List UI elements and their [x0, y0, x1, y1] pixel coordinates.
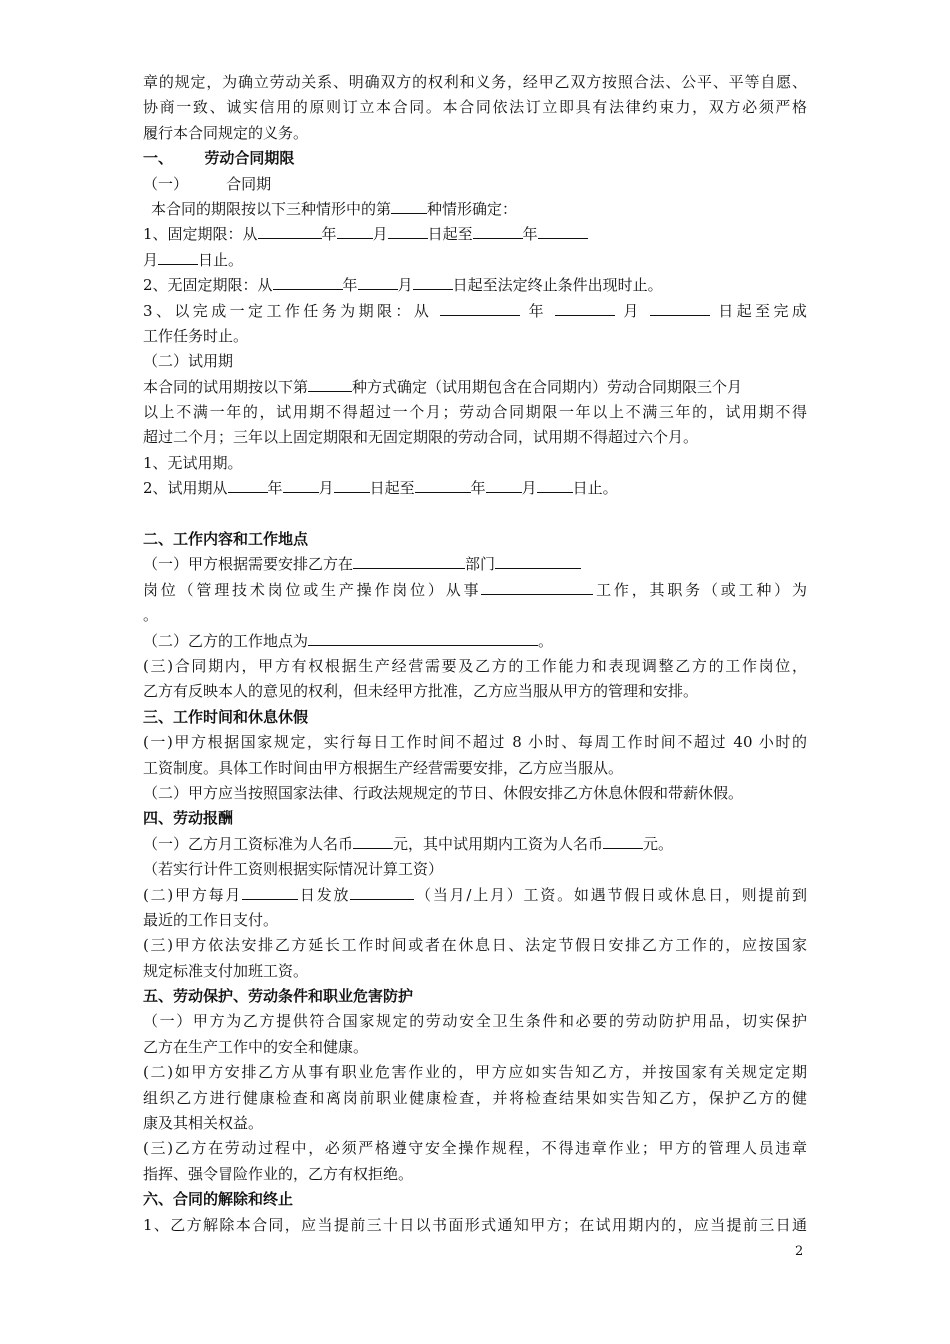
salary-text-a: （一）乙方月工资标准为人名币 [143, 834, 354, 853]
task-start-day-blank[interactable] [650, 299, 710, 316]
s5-p1-line-1: （一）甲方为乙方提供符合国家规定的劳动安全卫生条件和必要的劳动防护用品，切实保护 [143, 1012, 807, 1031]
intro-line-1: 章的规定，为确立劳动关系、明确双方的权利和义务，经甲乙双方按照合法、公平、平等自愿、 [143, 73, 807, 91]
salary-note: （若实行计件工资则根据实际情况计算工资） [143, 860, 444, 879]
year-label: 年 [522, 225, 538, 244]
trial-choice-text-b: 种方式确定（试用期包含在合同期内）劳动合同期限三个月 [352, 377, 743, 396]
payday-text-a: (二)甲方每月 [143, 885, 243, 904]
trial-start-month-blank[interactable] [283, 476, 319, 493]
payday-text-c: （当月/上月）工资。如遇节假日或休息日，则提前到 [414, 885, 807, 904]
contract-page [143, 70, 807, 1238]
day-end-label: 日止。 [198, 250, 244, 269]
trial-from-label: 2、试用期从 [143, 479, 228, 498]
work-location-text-b: 。 [538, 631, 554, 650]
fixed-end-day-blank[interactable] [158, 248, 198, 265]
year-label: 年 [470, 479, 486, 498]
intro-line-3: 履行本合同规定的义务。 [143, 123, 309, 142]
s3-p1-line-1: (一)甲方根据国家规定，实行每日工作时间不超过 8 小时、每周工作时间不超过 40 小时的 [143, 733, 807, 752]
trial-line-3: 超过二个月；三年以上固定期限和无固定期限的劳动合同，试用期不得超过六个月。 [143, 428, 699, 447]
task-start-month-blank[interactable] [555, 299, 615, 316]
fixed-term-line-2 [143, 248, 807, 273]
s5-p2-line-2: 组织乙方进行健康检查和离岗前职业健康检查，并将检查结果如实告知乙方，保护乙方的健 [143, 1088, 807, 1107]
s5-p2-line-3: 康及其相关权益。 [143, 1114, 264, 1133]
year-label: 年 [528, 301, 548, 320]
from-to-label: 日起至 [369, 479, 415, 498]
open-end-label: 日起至法定终止条件出现时止。 [452, 276, 663, 295]
trial-choice-line [143, 375, 807, 400]
open-start-year-blank[interactable] [273, 273, 343, 290]
work-dept-line [143, 552, 807, 577]
term-choice-blank[interactable] [391, 197, 427, 214]
fixed-term-label: 1、固定期限：从 [143, 225, 258, 244]
section-1-sub-2: （二）试用期 [143, 352, 234, 371]
month-label: 月 [318, 479, 334, 498]
section-4-heading: 四、劳动报酬 [143, 809, 234, 828]
trial-line-2: 以上不满一年的，试用期不得超过一个月；劳动合同期限一年以上不满三年的，试用期不得 [143, 403, 807, 422]
term-choice-text-b: 种情形确定： [427, 199, 518, 218]
month-label: 月 [521, 479, 537, 498]
no-trial-line: 1、无试用期。 [143, 453, 243, 472]
section-1-sub-1: （一） 合同期 [143, 174, 272, 193]
year-label: 年 [342, 276, 358, 295]
position-blank[interactable] [495, 552, 581, 569]
year-label: 年 [267, 479, 283, 498]
salary-line [143, 832, 807, 857]
s2-p3-line-1: (三)合同期内，甲方有权根据生产经营需要及乙方的工作能力和表现调整乙方的工作岗位， [143, 656, 807, 675]
year-label: 年 [321, 225, 337, 244]
s4-p3-line-2: 规定标准支付加班工资。 [143, 961, 309, 980]
work-position-text-a: 岗位（管理技术岗位或生产操作岗位）从事 [143, 580, 482, 599]
payday-line [143, 883, 807, 908]
task-day-label: 日起至完成 [718, 301, 807, 320]
month-label: 月 [623, 301, 642, 320]
s2-p3-line-2: 乙方有反映本人的意见的权利，但未经甲方批准，乙方应当服从甲方的管理和安排。 [143, 682, 699, 701]
fixed-end-year-blank[interactable] [473, 222, 523, 239]
open-start-day-blank[interactable] [413, 273, 453, 290]
task-start-year-blank[interactable] [440, 299, 520, 316]
trial-start-year-blank[interactable] [228, 476, 268, 493]
month-label: 月 [397, 276, 413, 295]
trial-choice-text-a: 本合同的试用期按以下第 [143, 377, 309, 396]
salary-text-c: 元。 [643, 834, 674, 853]
trial-choice-blank[interactable] [308, 375, 352, 392]
trial-end-month-blank[interactable] [486, 476, 522, 493]
s4-p3-line-1: (三)甲方依法安排乙方延长工作时间或者在休息日、法定节假日安排乙方工作的，应按国家 [143, 936, 807, 955]
monthly-salary-blank[interactable] [353, 832, 393, 849]
work-location-line [143, 629, 807, 654]
task-term-label: 3、以完成一定工作任务为期限：从 [143, 301, 433, 320]
task-term-line-2: 工作任务时止。 [143, 326, 249, 345]
trial-end-day-blank[interactable] [537, 476, 573, 493]
section-1-heading: 一、 劳动合同期限 [143, 149, 295, 168]
open-term-label: 2、无固定期限：从 [143, 276, 273, 295]
trial-salary-blank[interactable] [603, 832, 643, 849]
from-to-label: 日起至 [427, 225, 473, 244]
intro-line-2: 协商一致、诚实信用的原则订立本合同。本合同依法订立即具有法律约束力，双方必须严格 [143, 98, 807, 117]
section-3-heading: 三、工作时间和休息休假 [143, 707, 309, 726]
fixed-start-day-blank[interactable] [388, 222, 428, 239]
work-type-blank[interactable] [481, 578, 593, 595]
s5-p3-line-2: 指挥、强令冒险作业的，乙方有权拒绝。 [143, 1164, 414, 1183]
trial-end-year-blank[interactable] [415, 476, 471, 493]
work-position-line-3: 。 [143, 606, 159, 625]
s5-p2-line-1: (二)如甲方安排乙方从事有职业危害作业的，甲方应如实告知乙方，并按国家有关规定定期 [143, 1063, 807, 1082]
department-blank[interactable] [353, 552, 465, 569]
work-location-text-a: （二）乙方的工作地点为 [143, 631, 309, 650]
fixed-end-month-blank[interactable] [538, 222, 588, 239]
work-dept-text-a: （一）甲方根据需要安排乙方在 [143, 555, 354, 574]
s3-p1-line-2: 工资制度。具体工作时间由甲方根据生产经营需要安排，乙方应当服从。 [143, 758, 624, 777]
fixed-start-month-blank[interactable] [337, 222, 373, 239]
work-location-blank[interactable] [308, 629, 538, 646]
month-label: 月 [143, 250, 159, 269]
payday-text-b: 日发放 [298, 885, 351, 904]
day-end-label: 日止。 [572, 479, 618, 498]
trial-period-line [143, 476, 807, 501]
month-label: 月 [372, 225, 388, 244]
term-choice-line [143, 197, 807, 222]
section-2-heading: 二、工作内容和工作地点 [143, 530, 309, 549]
salary-text-b: 元，其中试用期内工资为人名币 [393, 834, 604, 853]
s3-p2: （二）甲方应当按照国家法律、行政法规规定的节日、休假安排乙方休息休假和带薪休假。 [143, 783, 744, 802]
open-term-line [143, 273, 807, 298]
s5-p3-line-1: (三)乙方在劳动过程中，必须严格遵守安全操作规程，不得违章作业；甲方的管理人员违章 [143, 1139, 807, 1158]
fixed-term-line [143, 222, 807, 247]
spacer [143, 502, 807, 527]
page-number: 2 [795, 1244, 804, 1259]
open-start-month-blank[interactable] [358, 273, 398, 290]
work-position-text-b: 工作，其职务（或工种）为 [593, 580, 807, 599]
fixed-start-year-blank[interactable] [258, 222, 322, 239]
section-5-heading: 五、劳动保护、劳动条件和职业危害防护 [143, 987, 414, 1006]
work-dept-text-b: 部门 [465, 555, 496, 574]
s5-p1-line-2: 乙方在生产工作中的安全和健康。 [143, 1037, 369, 1056]
term-choice-text-a: 本合同的期限按以下三种情形中的第 [151, 199, 392, 218]
trial-start-day-blank[interactable] [334, 476, 370, 493]
section-6-heading: 六、合同的解除和终止 [143, 1190, 294, 1209]
s6-p1-line-1: 1、乙方解除本合同，应当提前三十日以书面形式通知甲方；在试用期内的，应当提前三日通 [143, 1215, 807, 1234]
payday-line-2: 最近的工作日支付。 [143, 910, 279, 929]
pay-month-blank[interactable] [350, 883, 414, 900]
work-position-line [143, 578, 807, 603]
task-term-line [143, 299, 807, 324]
payday-blank[interactable] [242, 883, 298, 900]
